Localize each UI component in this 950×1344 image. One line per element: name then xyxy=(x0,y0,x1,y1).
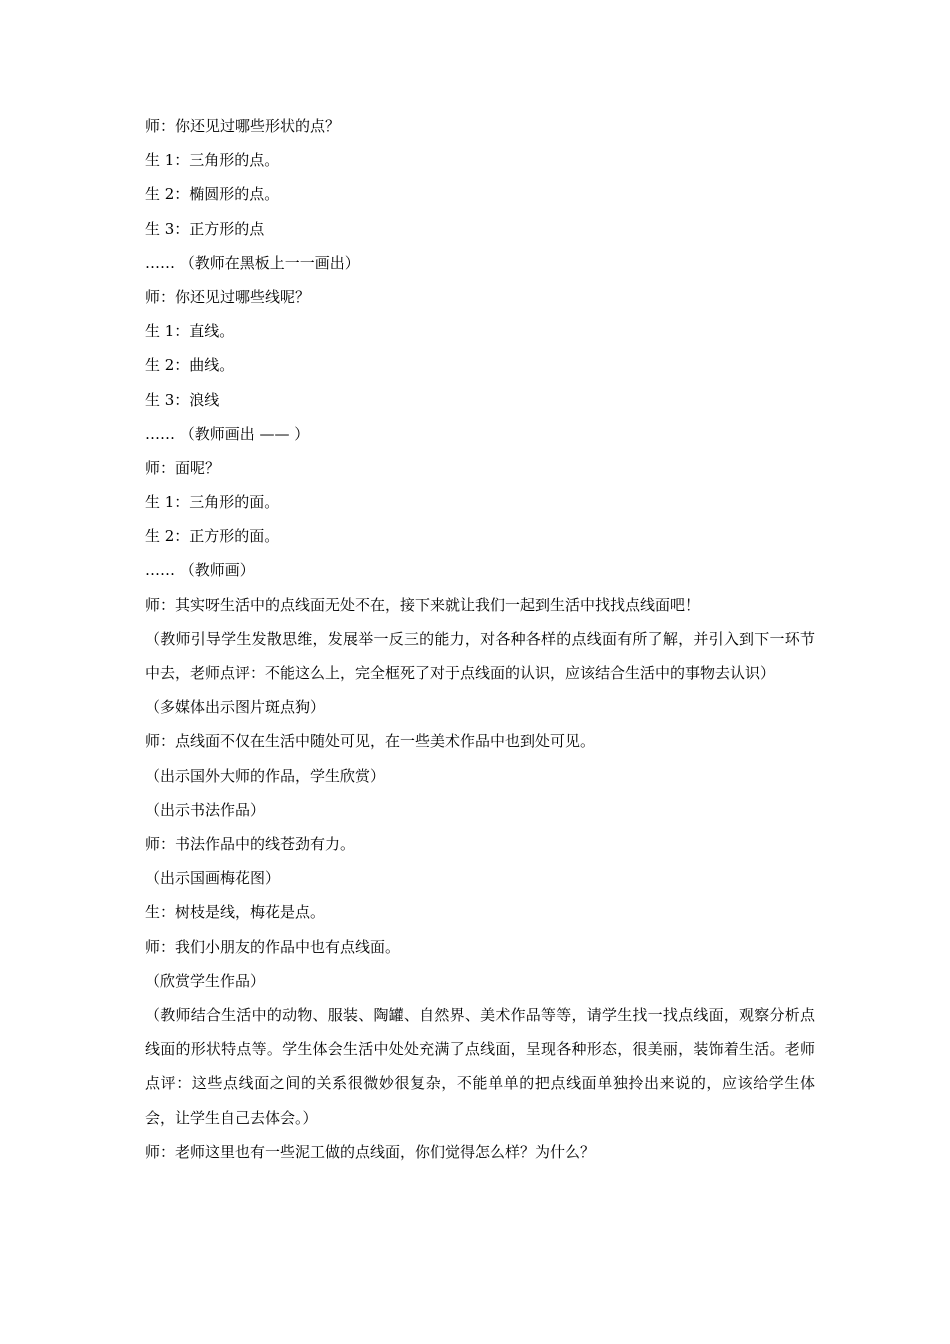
text-line: （欣赏学生作品） xyxy=(145,971,266,990)
text-line: 生 2：曲线。 xyxy=(145,356,235,375)
text-line: 生 1：三角形的面。 xyxy=(145,493,280,512)
text-line: 师：面呢？ xyxy=(145,458,221,477)
text-line: （出示书法作品） xyxy=(145,800,266,819)
text-line: 生 3：浪线 xyxy=(145,390,220,409)
text-line: 师：点线面不仅在生活中随处可见，在一些美术作品中也到处可见。 xyxy=(145,732,596,751)
paragraph-teacher-summary: （教师结合生活中的动物、服装、陶罐、自然界、美术作品等等，请学生找一找点线面，观察分析点线面的形状特点等。学生体会生活中处处充满了点线面，呈现各种形态，很美丽，装饰着生活。老师点评：这些点线面之间的关系很微妙很复杂，不能单单的把点线面单独拎出来说的，应该给学生体会，让学生自己去体会。） xyxy=(145,1005,815,1127)
text-line: …… （教师在黑板上一一画出） xyxy=(145,253,360,272)
text-line: 生 2：椭圆形的点。 xyxy=(145,185,280,204)
text-line: （出示国画梅花图） xyxy=(145,869,281,888)
text-line: 生 2：正方形的面。 xyxy=(145,527,280,546)
text-line: （多媒体出示图片斑点狗） xyxy=(145,698,326,717)
document-page xyxy=(145,117,815,1177)
text-line: …… （教师画出 —— ） xyxy=(145,424,310,443)
text-line: 师：你还见过哪些线呢？ xyxy=(145,287,311,306)
text-line: 师：我们小朋友的作品中也有点线面。 xyxy=(145,937,401,956)
text-line: …… （教师画） xyxy=(145,561,255,580)
text-line: 师：老师这里也有一些泥工做的点线面，你们觉得怎么样？为什么？ xyxy=(145,1142,596,1161)
paragraph-teacher-guidance: （教师引导学生发散思维，发展举一反三的能力，对各种各样的点线面有所了解，并引入到下一环节中去，老师点评：不能这么上，完全框死了对于点线面的认识，应该结合生活中的事物去认识） xyxy=(145,629,815,683)
text-line: 生 1：直线。 xyxy=(145,322,235,341)
text-line: （出示国外大师的作品，学生欣赏） xyxy=(145,766,386,785)
text-line: 生 1：三角形的点。 xyxy=(145,151,280,170)
text-line: 生：树枝是线，梅花是点。 xyxy=(145,903,326,922)
text-line: 师：书法作品中的线苍劲有力。 xyxy=(145,834,356,853)
text-line: 师：其实呀生活中的点线面无处不在，接下来就让我们一起到生活中找找点线面吧！ xyxy=(145,595,701,614)
text-line: 生 3：正方形的点 xyxy=(145,219,265,238)
text-line: 师：你还见过哪些形状的点？ xyxy=(145,117,341,135)
